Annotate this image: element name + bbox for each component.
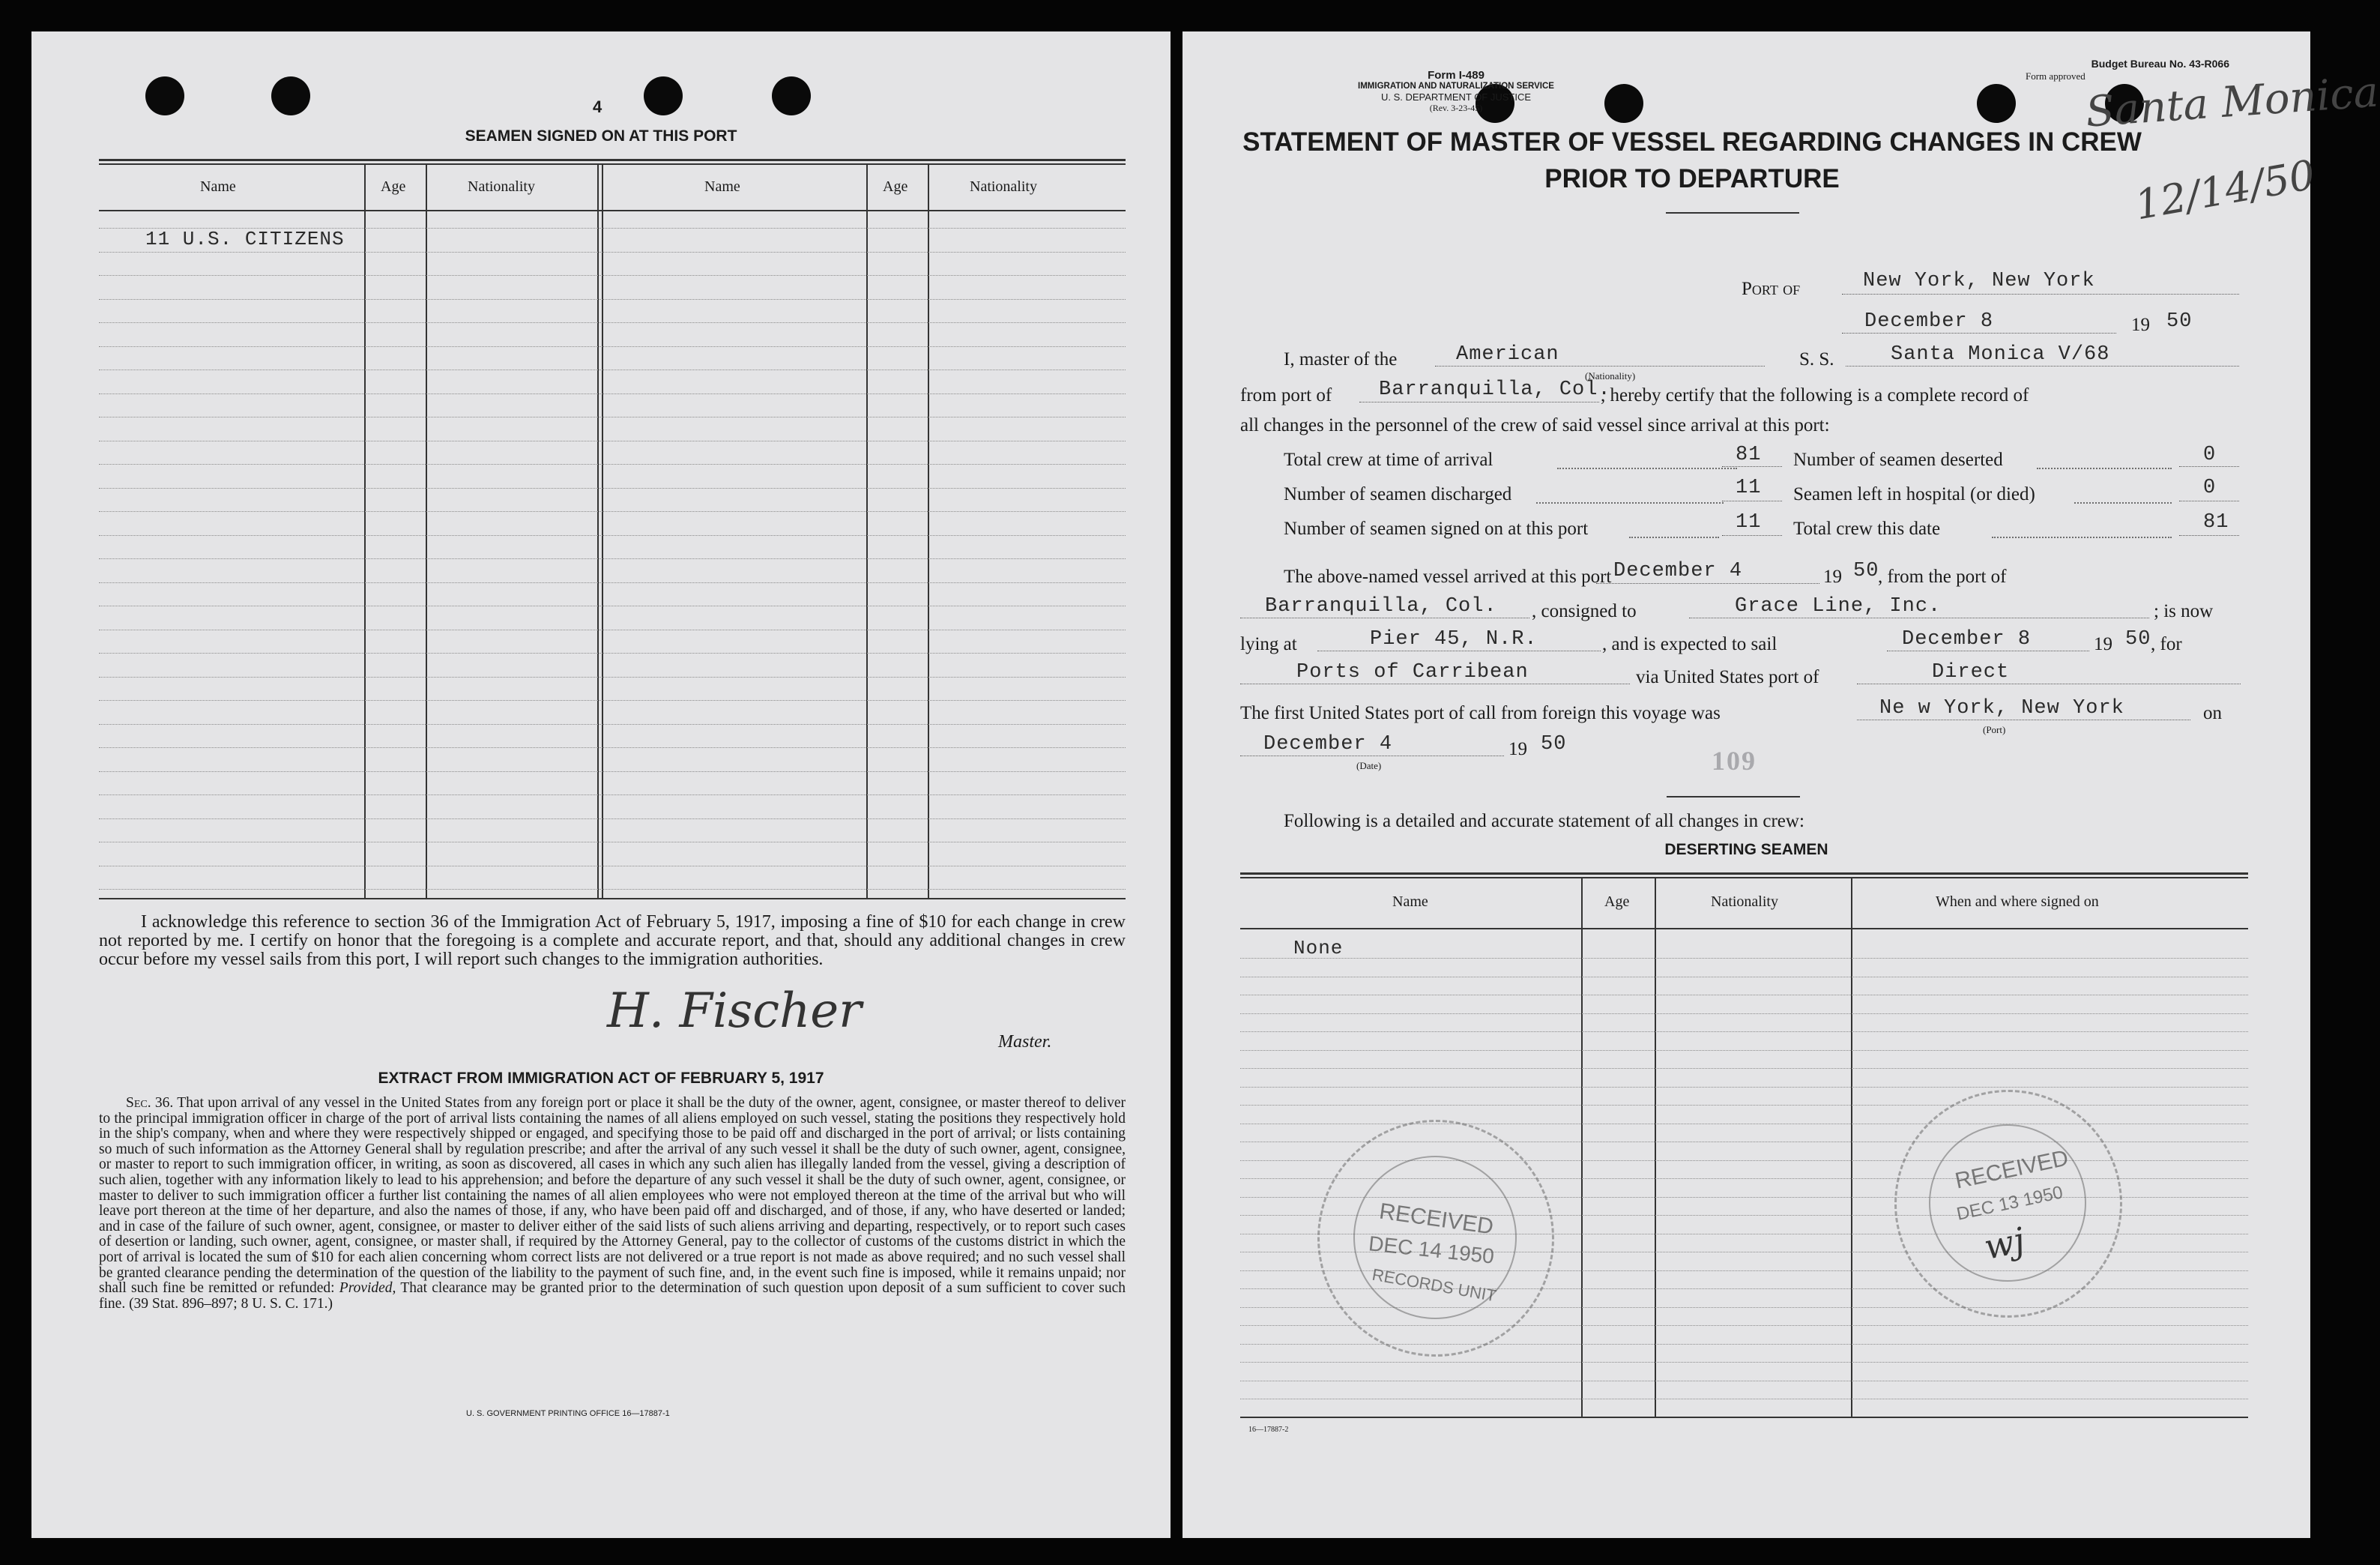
- sail-label: , and is expected to sail: [1602, 634, 1778, 654]
- row-rule: [99, 488, 1126, 489]
- statement-subtitle: PRIOR TO DEPARTURE: [1544, 164, 1840, 193]
- arrived-year: 50: [1853, 560, 1879, 582]
- extract-body: That upon arrival of any vessel in the United States from any foreign port or place it shall be the duty of the owner, agent, consignee, or master thereof to deliver to the principal immigration officer in charge of the port of arrival lists containing the names of all aliens employed on such vessel, stating the positions they respectively hold in the ship's company, when and where they were respectively shipped or engaged, and specifying those to be paid off and discharged in the port of arrival; or lists containing so much of such information as the Attorney General shall by regulation prescribe; and after the arrival of any such vessel it shall be the duty of such owner, agent, consignee, or master to report to such immigration officer, in writing, as soon as discovered, all cases in which any such alien has illegally landed from the vessel, giving a description of such alien, together with any information likely to lead to his apprehension; and before the departure of any such vessel it shall be the duty of such owner, agent, consignee, or master to deliver to such immigration officer a further list containing the names of all alien employees who were not employed thereon at the time of the arrival but who will leave port thereon at the time of her departure, and also the names of those, if any, who have been paid off and discharged, and of those, if any, who have deserted or landed; and in case of the failure of such owner, agent, consignee, or master to deliver either of the said lists of such aliens arriving and departing, respectively, or to report such cases of desertion or landing, such owner, agent, consignee, or master shall, if required by the Attorney General, pay to the collector of customs of the customs district in which the port of arrival is located the sum of $10 for each alien concerning whom correct lists are not delivered or a true report is not made as above required; and no such vessel shall be granted clearance pending the determination of the question of the liability to the payment of such fine, and, in the event such fine is imposed, while it remains unpaid; nor shall such fine be remitted or refunded:: [99, 1095, 1126, 1297]
- extract-tail: That clearance may be granted prior to the determination of such question upon deposit of a sum sufficient to cover such fine. (39 Stat. 896–897; 8 U. S. C. 171.): [99, 1280, 1126, 1312]
- statement-title: STATEMENT OF MASTER OF VESSEL REGARDING CHANGES IN CREW: [1242, 127, 2142, 157]
- column-header: Age: [1604, 893, 1630, 910]
- row-rule: [99, 275, 1126, 276]
- row-rule: [1240, 1362, 2248, 1363]
- total-date-value: 81: [2203, 511, 2229, 534]
- column-header: Name: [1392, 893, 1428, 910]
- stamp-initials: wj: [1980, 1219, 2029, 1267]
- signature-role: Master.: [998, 1032, 1052, 1052]
- total-arrival-label: Total crew at time of arrival: [1284, 450, 1493, 470]
- row-rule: [99, 322, 1126, 323]
- certify-text-2: all changes in the personnel of the crew of said vessel since arrival at this port:: [1240, 415, 1830, 435]
- column-header: Nationality: [468, 178, 535, 195]
- row-rule: [1240, 1050, 2248, 1051]
- nationality-value: American: [1456, 343, 1559, 366]
- row-rule: [99, 794, 1126, 795]
- extract-provided: Provided,: [339, 1280, 396, 1297]
- column-header: Age: [883, 178, 908, 195]
- column-header: Nationality: [970, 178, 1037, 195]
- revision-date: (Rev. 3-23-45): [1429, 103, 1483, 113]
- row-rule: [99, 346, 1126, 347]
- printer-note: 16—17887-2: [1248, 1426, 1289, 1434]
- column-header: Age: [381, 178, 406, 195]
- destination-value: Ports of Carribean: [1296, 661, 1529, 684]
- stamp-received-text: RECEIVED: [1377, 1198, 1495, 1240]
- signed-on-value: 11: [1736, 511, 1762, 534]
- form-number: Form I-489: [1428, 69, 1485, 82]
- row-rule: [1240, 1031, 2248, 1032]
- year-prefix: 19: [2094, 634, 2112, 654]
- row-rule: [99, 700, 1126, 701]
- port-value: New York, New York: [1863, 270, 2095, 292]
- deserting-entry: None: [1293, 937, 1344, 959]
- column-header: Name: [704, 178, 740, 195]
- row-rule: [99, 252, 1126, 253]
- form-approved: Form approved: [2026, 70, 2085, 82]
- stamped-number: 109: [1712, 746, 1757, 776]
- port-caption: (Port): [1983, 724, 2006, 735]
- first-port-label: The first United States port of call from foreign this voyage was: [1240, 703, 1721, 723]
- row-rule: [99, 771, 1126, 772]
- row-rule: [99, 677, 1126, 678]
- row-rule: [99, 889, 1126, 890]
- arrived-from: Barranquilla, Col.: [1265, 595, 1497, 618]
- punch-hole: [1604, 84, 1643, 123]
- first-year-value: 50: [1541, 733, 1567, 756]
- year-prefix: 19: [1823, 567, 1842, 587]
- total-arrival-value: 81: [1736, 444, 1762, 466]
- vessel-name: Santa Monica V/68: [1891, 343, 2110, 366]
- budget-number: Budget Bureau No. 43-R066: [2091, 58, 2229, 70]
- punch-hole: [271, 76, 310, 115]
- row-rule: [99, 393, 1126, 394]
- certify-text: , hereby certify that the following is a complete record of: [1601, 385, 2029, 405]
- following-text: Following is a detailed and accurate statement of all changes in crew:: [1284, 811, 1804, 831]
- row-rule: [99, 653, 1126, 654]
- is-now-label: ; is now: [2154, 601, 2214, 621]
- signed-on-label: Number of seamen signed on at this port: [1284, 519, 1589, 539]
- punch-hole: [1977, 84, 2016, 123]
- row-rule: [1240, 1068, 2248, 1069]
- page-number: 4: [593, 97, 602, 116]
- stamp-date-text: DEC 14 1950: [1367, 1231, 1496, 1268]
- seamen-signed-title: SEAMEN SIGNED ON AT THIS PORT: [465, 127, 737, 145]
- nationality-caption: (Nationality): [1585, 370, 1636, 382]
- row-rule: [99, 724, 1126, 725]
- hospital-value: 0: [2203, 477, 2217, 499]
- first-port-value: Ne w York, New York: [1879, 697, 2124, 720]
- stamp-unit-text: RECORDS UNIT: [1371, 1264, 1498, 1306]
- for-label: , for: [2151, 634, 2182, 654]
- arrived-label: The above-named vessel arrived at this port: [1284, 567, 1612, 587]
- sail-year: 50: [2125, 628, 2151, 651]
- via-label: via United States port of: [1636, 667, 1819, 687]
- discharged-label: Number of seamen discharged: [1284, 484, 1512, 504]
- printer-note: U. S. GOVERNMENT PRINTING OFFICE 16—17887-1: [466, 1409, 670, 1418]
- date-caption: (Date): [1356, 760, 1382, 771]
- column-header: When and where signed on: [1936, 893, 2099, 910]
- from-port-label: from port of: [1240, 385, 1332, 405]
- row-rule: [99, 511, 1126, 512]
- row-rule: [1240, 1105, 2248, 1106]
- stamp-received-text: RECEIVED: [1953, 1145, 2071, 1194]
- handwritten-ship-name: Santa Monica: [2084, 67, 2380, 137]
- extract-title: EXTRACT FROM IMMIGRATION ACT OF FEBRUARY 5, 1917: [378, 1070, 824, 1087]
- punch-hole: [772, 76, 811, 115]
- deserting-seamen-title: DESERTING SEAMEN: [1664, 841, 1828, 858]
- first-date-value: December 4: [1263, 733, 1393, 756]
- row-rule: [99, 747, 1126, 748]
- row-rule: [99, 558, 1126, 559]
- statement-year: 50: [2166, 310, 2193, 333]
- deserted-value: 0: [2203, 444, 2217, 466]
- via-port-value: Direct: [1932, 661, 2010, 684]
- column-header: Name: [200, 178, 236, 195]
- from-the-port-label: , from the port of: [1878, 567, 2007, 587]
- row-rule: [1240, 958, 2248, 959]
- arrived-date: December 4: [1613, 560, 1743, 582]
- row-rule: [99, 582, 1126, 583]
- discharged-value: 11: [1736, 477, 1762, 499]
- row-rule: [99, 535, 1126, 536]
- lying-at-value: Pier 45, N.R.: [1370, 628, 1538, 651]
- row-rule: [99, 464, 1126, 465]
- master-label: I, master of the: [1284, 349, 1398, 370]
- master-signature: H. Fischer: [607, 983, 862, 1039]
- hospital-label: Seamen left in hospital (or died): [1793, 484, 2035, 504]
- year-prefix: 19: [2131, 315, 2150, 335]
- crew-entry: 11 U.S. CITIZENS: [145, 228, 345, 250]
- agency-name: IMMIGRATION AND NATURALIZATION SERVICE: [1358, 82, 1554, 91]
- year-prefix: 19: [1508, 739, 1527, 759]
- handwritten-date: 12/14/50: [2131, 151, 2319, 229]
- row-rule: [99, 818, 1126, 819]
- lying-label: lying at: [1240, 634, 1297, 654]
- row-rule: [1240, 1013, 2248, 1014]
- right-page: [1183, 31, 2380, 1538]
- statement-date: December 8: [1864, 310, 1994, 333]
- from-port-value: Barranquilla, Col.: [1379, 379, 1611, 401]
- column-header: Nationality: [1711, 893, 1778, 910]
- consignee-value: Grace Line, Inc.: [1735, 595, 1942, 618]
- department-name: U. S. DEPARTMENT OF JUSTICE: [1380, 91, 1532, 103]
- row-rule: [99, 299, 1126, 300]
- punch-hole: [145, 76, 184, 115]
- row-rule: [1240, 1087, 2248, 1088]
- extract-section: Sec. 36.: [126, 1095, 174, 1111]
- punch-hole: [644, 76, 683, 115]
- consigned-label: , consigned to: [1532, 601, 1637, 621]
- ss-label: S. S.: [1799, 349, 1834, 370]
- on-label: on: [2203, 703, 2222, 723]
- total-date-label: Total crew this date: [1793, 519, 1941, 539]
- sail-date: December 8: [1902, 628, 2032, 651]
- extract-text: [99, 1096, 1126, 1312]
- deserted-label: Number of seamen deserted: [1793, 450, 2003, 470]
- left-page: [31, 31, 1171, 1538]
- stamp-date-text: DEC 13 1950: [1954, 1182, 2065, 1225]
- acknowledgement-text: I acknowledge this reference to section 36 of the Immigration Act of February 5, 1917, imposing a fine of $10 for each change in crew not reported by me. I certify on honor that the foregoing is a complete and accurate report, and that, should any additional changes in crew occur before my vessel sails from this port, I will report such changes to the immigration authorities.: [99, 912, 1126, 969]
- port-label: Port of: [1742, 279, 1801, 299]
